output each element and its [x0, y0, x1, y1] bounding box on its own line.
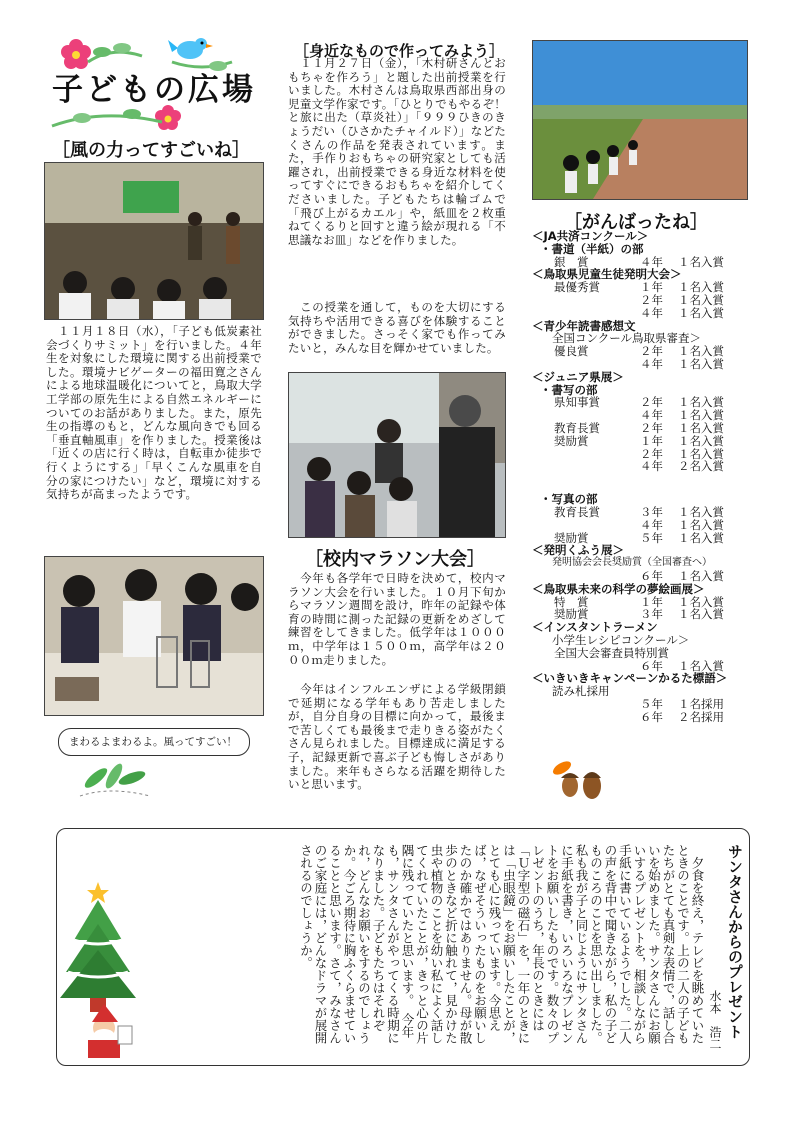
award-category-title: ＜発明くふう展＞: [532, 543, 624, 558]
award-prize: [554, 698, 640, 711]
award-count: １名入賞: [678, 254, 724, 269]
award-category-title: ＜ジュニア県展＞: [532, 369, 624, 384]
santa-body: 夕食を終え，テレビを眺めていたときのことです。上の二人の子どもたちがとても真剣な表情で，話し合いを始めました。サンタさんにお願いするプレゼントを，相談しながら手紙に書いているようでした。二人の声を背中で聞きながら，私の子どものころのことを思い出しました。 私も我が子と同じようにサンタさんに手紙を書き，いろいろなプレゼントをお願いしたものです。数々のプレゼントのうち，年長のときには「Ｕ字型の磁石」を，一年のときには「虫眼鏡」をお願いしたことが，とても心に残っています。今思えば，なぜそういったものをお願いしたのか確かではありません。母が散歩のときなど折に触れて，見かけた虫や植物のことを幼い私によく話してくれていたことが，きっと心の片隅に残っていたと思います。 今年も，サンタさんがやってくる時期になりました。子どもたちはそれぞれ，どんなお願いをするのでしょうか。今ごろ期待に胸ふくらませていることと思います。さて，みなさんのご家庭には，どんなドラマが展開されるのでしょうか。: [298, 844, 705, 1051]
award-prize: [554, 460, 640, 473]
toys-photo: [288, 372, 506, 538]
award-prize: [554, 294, 640, 307]
award-row: [532, 570, 762, 583]
toys-photo-icon: [289, 373, 505, 537]
award-prize: [554, 307, 640, 320]
wind-heading: ［風の力ってすごいね］: [52, 140, 250, 161]
award-grade: [640, 647, 678, 660]
award-prize: 優良賞: [554, 344, 589, 359]
award-prize: [554, 448, 640, 461]
classroom-photo-icon: [45, 163, 263, 319]
award-count: １名入賞: [678, 305, 724, 320]
award-category-sub: 小学生レシピコンクール＞: [552, 632, 690, 647]
award-count: １名入賞: [678, 658, 724, 673]
marathon-photo: [532, 40, 748, 200]
award-prize: [554, 358, 640, 371]
award-count: １名入賞: [678, 446, 724, 461]
award-prize: 奨励賞: [554, 607, 589, 622]
award-grade: ２年: [640, 446, 663, 461]
award-prize: 最優秀賞: [554, 280, 600, 295]
award-count: [678, 647, 762, 660]
marathon-paragraph-2: 今年はインフルエンザによる学級閉鎖で延期になる学年もあり苦走しましたが，自分自身の目標に向かって，最後まで苦しくても最後まで走りきる姿がたくさん見られました。目標達成に満足する子，記録更新で喜ぶ子ども悔しさがありました。来年もさらなる活躍を期待したいと思います。: [288, 682, 506, 792]
award-grade: １年: [640, 433, 663, 448]
award-category-sub: 全国コンクール鳥取県審査＞: [552, 331, 702, 346]
award-grade: ３年: [640, 504, 663, 519]
award-grade: ２年: [640, 292, 663, 307]
award-row: [532, 422, 762, 435]
award-prize: [554, 711, 640, 724]
award-grade: ２年: [640, 395, 663, 410]
award-category-sub: ・写真の部: [540, 492, 598, 507]
award-prize: 奨励賞: [554, 530, 589, 545]
award-count: １名採用: [678, 696, 724, 711]
marathon-paragraph-1: 今年も各学年で日時を決めて，校内マラソン大会を行いました。１０月下旬からマラソン週間を設け，昨年の記録や体育の時間に測った記録の更新をめざして練習をしてきました。低学年は１０００ｍ，中学年は１５００ｍ，高学年は２０００ｍ走りました。: [288, 571, 506, 667]
award-prize: 教育長賞: [554, 504, 600, 519]
award-grade: ５年: [640, 696, 663, 711]
award-category-title: ＜インスタントラーメン: [532, 620, 658, 635]
award-row: [532, 307, 762, 320]
award-grade: ３年: [640, 607, 663, 622]
award-count: １名入賞: [678, 607, 724, 622]
award-grade: ６年: [640, 658, 663, 673]
wind-photo-classroom: [44, 162, 264, 320]
award-count: １名入賞: [678, 356, 724, 371]
award-count: １名入賞: [678, 420, 724, 435]
page-title: 子どもの広場: [52, 72, 256, 108]
award-grade: １年: [640, 594, 663, 609]
award-row: [532, 294, 762, 307]
marathon-heading: ［校内マラソン大会］: [305, 549, 485, 570]
santa-tree-decoration: [60, 880, 150, 1060]
toys-paragraph-2: この授業を通して，ものを大切にする気持ちや活用できる喜びを体験することができました。さっそく家でも作ってみたいと，みんな目を輝かせていました。: [288, 300, 506, 355]
award-count: １名入賞: [678, 292, 724, 307]
award-count: ２名採用: [678, 709, 724, 724]
award-count: １名入賞: [678, 504, 724, 519]
award-prize: 銀 賞: [554, 254, 589, 269]
award-count: １名入賞: [678, 280, 724, 295]
award-grade: ６年: [640, 709, 663, 724]
award-row: [532, 358, 762, 371]
christmas-tree-santa-icon: [60, 880, 150, 1060]
award-count: １名入賞: [678, 568, 724, 583]
award-category-title: ＜青少年読書感想文: [532, 318, 636, 333]
award-row: [532, 460, 762, 473]
award-grade: ４年: [640, 408, 663, 423]
running-photo-icon: [533, 41, 747, 199]
awards-list: [532, 230, 762, 723]
award-row: [532, 647, 762, 660]
award-category-title: ＜鳥取県児童生徒発明大会＞: [532, 267, 682, 282]
acorn-decoration: [548, 756, 618, 806]
award-category-title: ＜いきいきキャンペーンかるた標語＞: [532, 671, 728, 686]
santa-title: サンタさんからのプレゼント: [726, 844, 744, 1039]
windmill-photo-icon: [45, 557, 263, 715]
santa-author: 水本 浩二: [708, 990, 722, 1050]
award-grade: ５年: [640, 530, 663, 545]
award-grade: ４年: [640, 517, 663, 532]
award-grade: ４年: [640, 356, 663, 371]
toys-paragraph-1: １１月２７日（金），「木村研さんとおもちゃを作ろう」と題した出前授業を行いました。木村さんは鳥取県西部出身の児童文学作家です。「ひとりでもやるぞ！と旅に出た（草炎社）」「９９９ひきのきょうだい（ひさかたチャイルド）」などたくさんの作品を発表されています。また，手作りおもちゃの研究家としても活躍され，出前授業できる身近な材料を使ってすぐにできるおもちゃを紹介してくださいました。子どもたちは輪ゴムで「飛び上がるカエル」や，紙皿を２枚重ねてくるりと回すと違う絵が現れる「不思議なお皿」などを作りました。: [288, 56, 506, 247]
wind-bubble-text: まわるよまわるよ。風ってすごい！: [69, 736, 237, 748]
leaf-decoration: [70, 756, 160, 806]
wind-paragraph: １１月１８日（水），「子ども低炭素社会づくりサミット」を行いました。４年生を対象にした環境に関する出前授業でした。環境ナビゲーターの福田寛之さんによる地球温暖化についてと，鳥取大学工学部の原先生による自然エネルギーについてのお話がありました。また，原先生の指導のもと，どんな風向きでも回る「垂直軸風車」を作りました。授業後は「近くの店に行く時は，自転車か徒歩で行くようにする」「早くこんな風車を自分の家につけたい」など，環境に対する気持ちが高まったようです。: [46, 324, 262, 502]
award-prize: 教育長賞: [554, 420, 600, 435]
award-grade: ２年: [640, 420, 663, 435]
awards-heading: ［がんばったね］: [564, 212, 708, 233]
award-count: １名入賞: [678, 517, 724, 532]
award-category-title: ＜鳥取県未来の科学の夢絵画展＞: [532, 581, 705, 596]
award-category-sub: ・書道（半紙）の部: [540, 241, 644, 256]
leaves-icon: [70, 756, 160, 806]
award-prize: [554, 519, 640, 532]
award-grade: ４年: [640, 459, 663, 474]
award-prize: 奨励賞: [554, 433, 589, 448]
award-row: [532, 519, 762, 532]
acorn-icon: [548, 756, 618, 806]
award-row: [532, 506, 762, 519]
award-row: [532, 698, 762, 711]
award-prize: 県知事賞: [554, 395, 600, 410]
award-count: １名入賞: [678, 594, 724, 609]
award-row: [532, 435, 762, 448]
award-count: １名入賞: [678, 530, 724, 545]
award-count: １名入賞: [678, 395, 724, 410]
wind-photo-windmill: [44, 556, 264, 716]
award-category-sub: 読み札採用: [552, 684, 610, 699]
award-prize: [554, 570, 640, 583]
award-count: １名入賞: [678, 408, 724, 423]
award-prize: 全国大会審査員特別賞: [554, 645, 669, 660]
award-grade: １年: [640, 280, 663, 295]
award-grade: ２年: [640, 344, 663, 359]
award-category-title: ＜JA共済コンクール＞: [532, 229, 649, 243]
award-count: ２名入賞: [678, 459, 724, 474]
award-category-sub: 発明協会会長奨励賞（全国審査へ）: [552, 557, 712, 569]
award-grade: ６年: [640, 568, 663, 583]
award-count: １名入賞: [678, 344, 724, 359]
award-category-sub: ・書写の部: [540, 382, 598, 397]
toys-heading: ［身近なもので作ってみよう］: [293, 42, 504, 60]
award-count: １名入賞: [678, 433, 724, 448]
award-grade: ４年: [640, 305, 663, 320]
award-row: [532, 711, 762, 724]
award-prize: 特 賞: [554, 594, 589, 609]
award-grade: ４年: [640, 254, 663, 269]
